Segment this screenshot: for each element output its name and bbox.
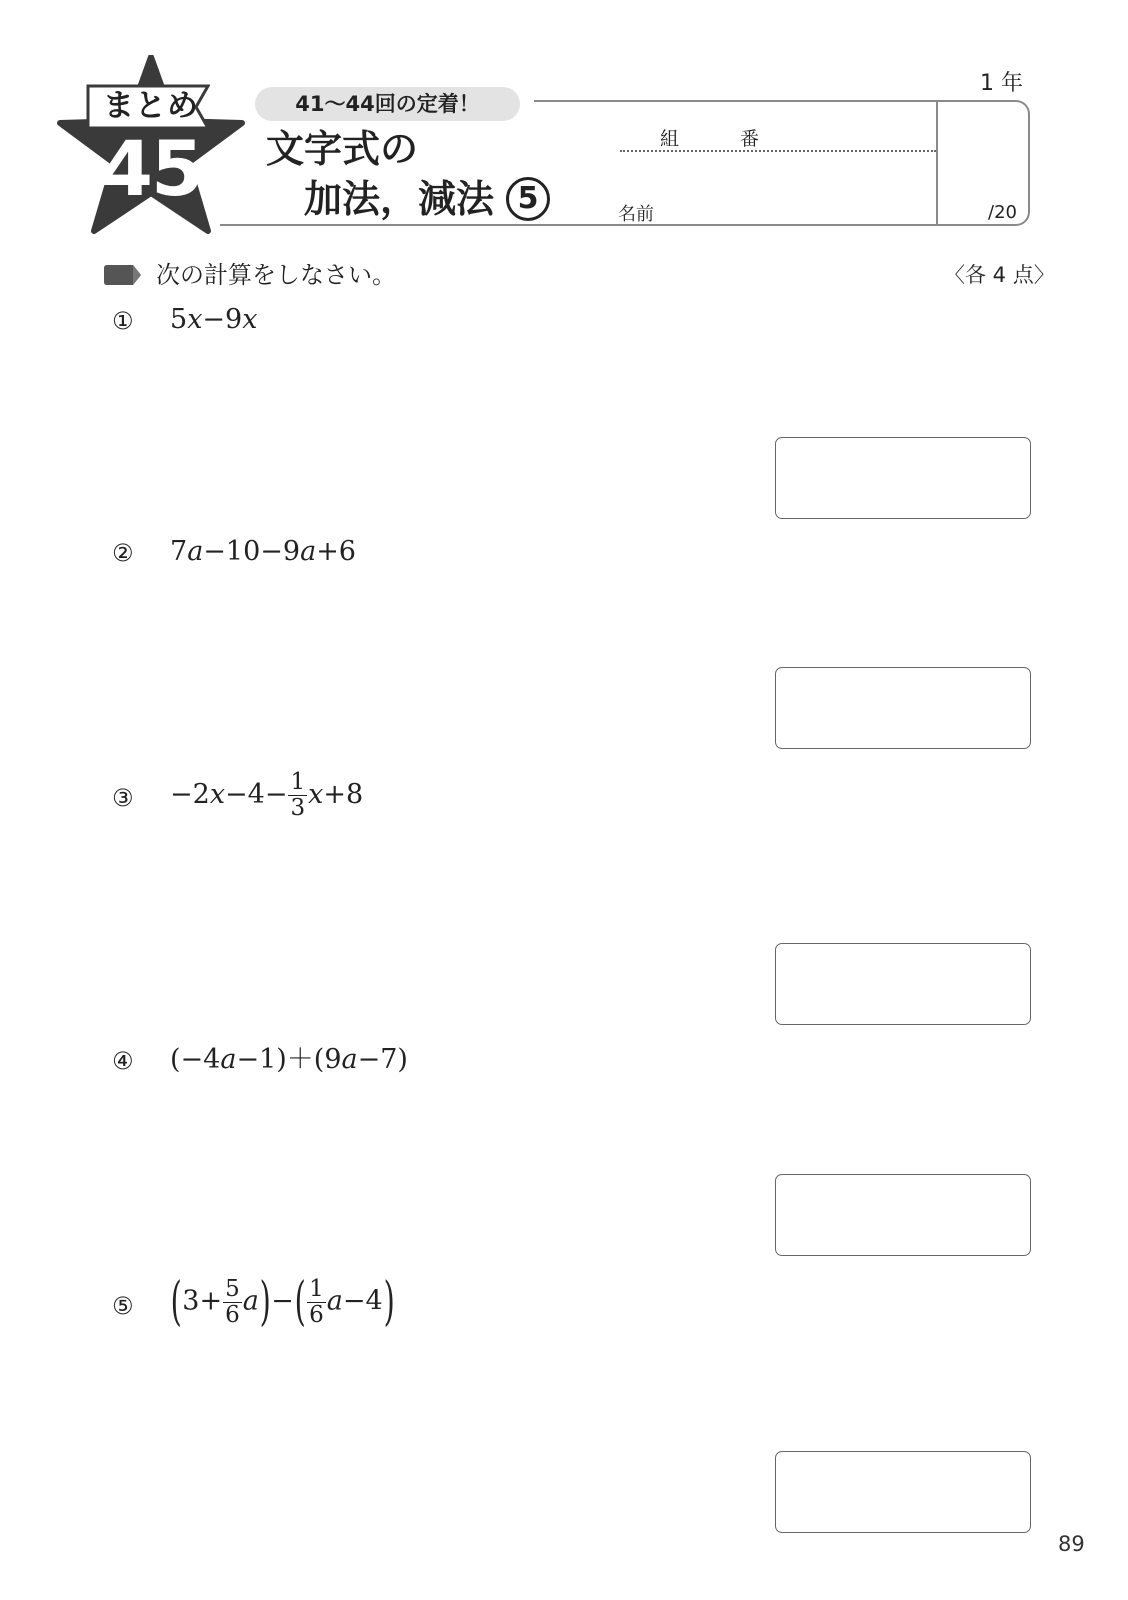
student-info-box xyxy=(534,100,1030,226)
score-divider xyxy=(936,102,938,224)
class-label: 組 xyxy=(660,128,680,150)
pencil-icon xyxy=(103,262,143,288)
answer-box-1[interactable] xyxy=(775,437,1031,519)
review-pill: 41〜44回の定着！ xyxy=(255,87,520,121)
problem-expression: (−4a−1)＋(9a−7) xyxy=(170,1044,408,1075)
answer-box-5[interactable] xyxy=(775,1451,1031,1533)
problem-expression: −2x−4− $\frac{1}{3}$ x+8 xyxy=(170,769,364,821)
grade-label: 1 年 xyxy=(980,71,1023,96)
instruction-text: 次の計算をしなさい。 xyxy=(156,261,396,289)
answer-box-4[interactable] xyxy=(775,1174,1031,1256)
page-number: 89 xyxy=(1058,1532,1085,1556)
problem-expression: (3+ $\frac{5}{6}$ a)−( $\frac{1}{6}$ a−4) xyxy=(170,1272,395,1332)
class-number-field[interactable] xyxy=(620,150,936,152)
problem-number: ③ xyxy=(112,784,134,812)
title-circled-number: 5 xyxy=(506,177,550,221)
score-total: /20 xyxy=(988,202,1017,223)
answer-box-2[interactable] xyxy=(775,667,1031,749)
number-label: 番 xyxy=(740,128,760,150)
problem-number: ④ xyxy=(112,1047,134,1075)
problem-expression: 7a−10−9a+6 xyxy=(170,536,356,567)
problem-number: ① xyxy=(112,307,134,335)
points-per-question: 〈各 4 点〉 xyxy=(944,263,1055,287)
problem-expression: 5x−9x xyxy=(170,304,258,335)
name-label: 名前 xyxy=(618,204,654,225)
problem-number: ② xyxy=(112,539,134,567)
page-title-line1: 文字式の xyxy=(266,127,419,171)
unit-number: 45 xyxy=(100,124,202,213)
answer-box-3[interactable] xyxy=(775,943,1031,1025)
problem-number: ⑤ xyxy=(112,1292,134,1320)
page-title-line2: 加法，減法 xyxy=(304,177,495,221)
header-underline xyxy=(220,224,536,226)
badge-label: まとめ xyxy=(103,88,199,124)
